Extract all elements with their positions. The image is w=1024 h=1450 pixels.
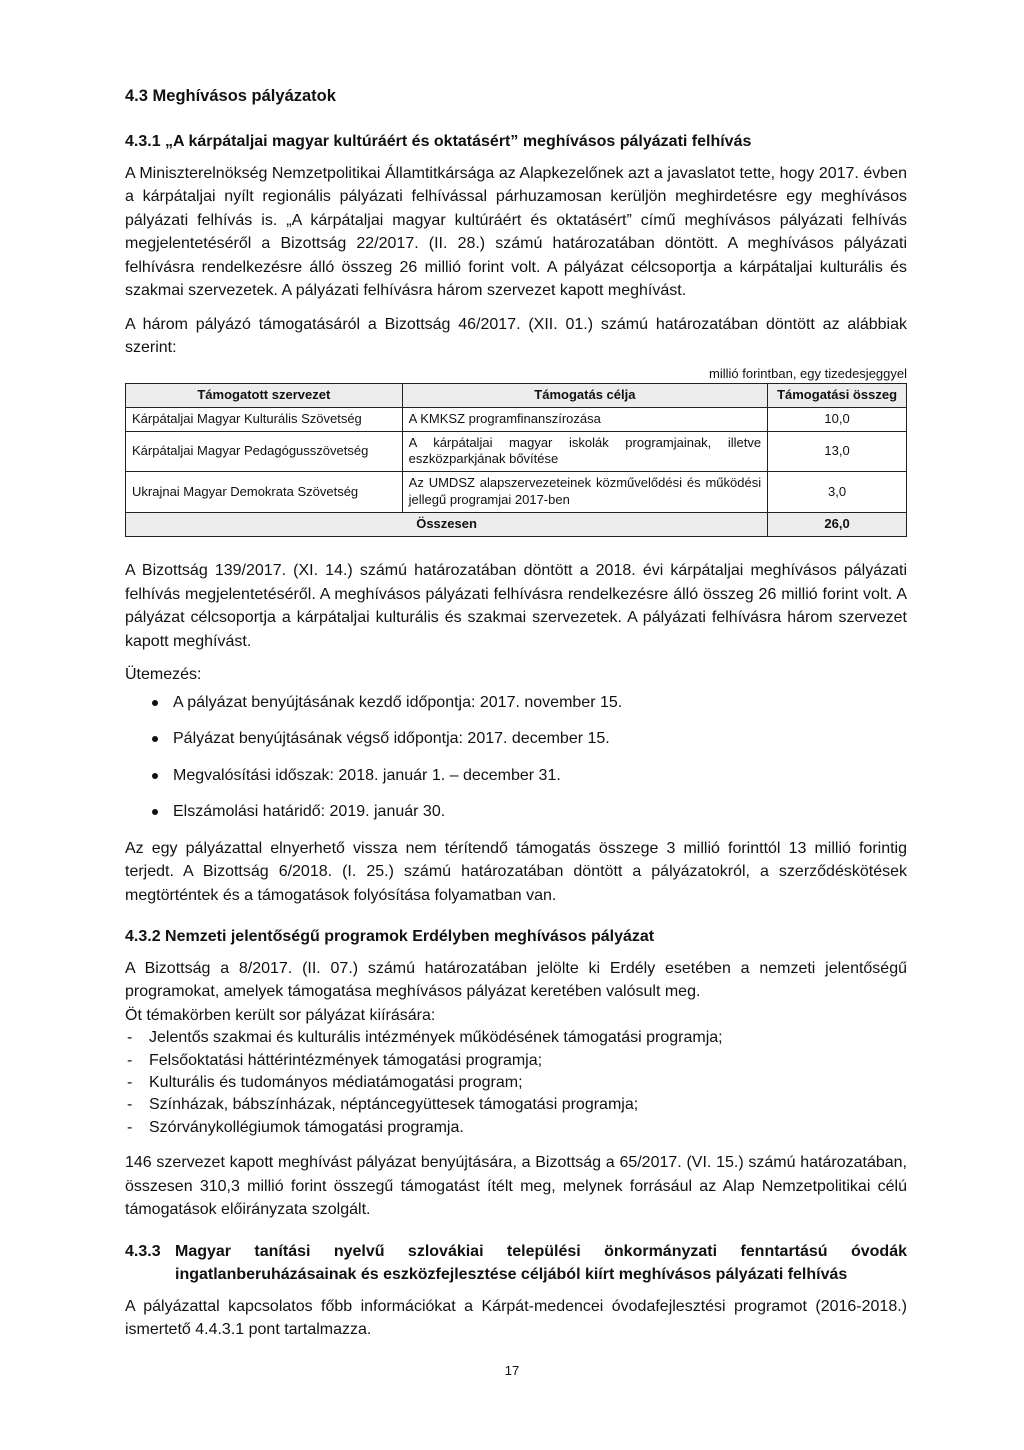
table-row — [126, 431, 907, 472]
support-table — [125, 383, 907, 537]
list-item: - Jelentős szakmai és kulturális intézmények működésének támogatási programja; — [125, 1027, 907, 1049]
topic-list — [125, 1027, 907, 1139]
table-row — [126, 407, 907, 431]
table-header-row — [126, 383, 907, 407]
goal-cell: Az UMDSZ alapszervezeteinek közművelődési és működési jellegű programjai 2017-ben — [402, 472, 767, 513]
list-item: Pályázat benyújtásának végső időpontja: 2017. december 15. — [125, 727, 907, 751]
org-cell: Kárpátaljai Magyar Kulturális Szövetség — [126, 407, 403, 431]
paragraph: Öt témakörben került sor pályázat kiírására: — [125, 1006, 436, 1024]
subsection-4-3-2 — [125, 925, 907, 1222]
subsection-4-3-2-heading — [125, 925, 907, 949]
list-item: Megvalósítási időszak: 2018. január 1. – december 31. — [125, 764, 907, 788]
subsection-title: Magyar tanítási nyelvű szlovákiai települési önkormányzati fenntartású óvodák ingatlanberuházásainak és eszközfejlesztése céljából kiírt meghívásos pályázati felhívás — [175, 1242, 907, 1284]
subsection-title: Nemzeti jelentőségű programok Erdélyben meghívásos pályázat — [165, 928, 655, 946]
schedule-title: Ütemezés: — [125, 666, 202, 684]
paragraph: A három pályázó támogatásáról a Bizottság 46/2017. (XII. 01.) számú határozatában döntött az alábbiak szerint: — [125, 315, 907, 357]
table-row — [126, 472, 907, 513]
subsection-number: 4.3.1 — [125, 133, 161, 151]
list-item: - Szórványkollégiumok támogatási programja. — [125, 1117, 907, 1139]
paragraph: A Miniszterelnökség Nemzetpolitikai Államtitkársága az Alapkezelőnek azt a javaslatot tette, hogy 2017. évben a kárpátaljai nyílt regionális pályázati felhívással párhuzamosan kerüljön meghirdetésre egy meghívásos pályázati felhívás is. „A kárpátaljai magyar kultúráért és oktatásért” című meghívásos pályázati felhívás megjelentetéséről a Bizottság 22/2017. (II. 28.) számú határozatában döntött. A meghívásos pályázati felhívásra rendelkezésre álló összeg 26 millió forint volt. A pályázat célcsoportja a kárpátaljai kulturális és szakmai szervezetek. A pályázati felhívásra három szervezet kapott meghívást. — [125, 164, 907, 300]
total-amount: 26,0 — [768, 513, 907, 537]
subsection-number: 4.3.2 — [125, 928, 161, 946]
document-page — [125, 84, 907, 1352]
paragraph: Az egy pályázattal elnyerhető vissza nem térítendő támogatás összege 3 millió forinttól 13 millió forintig terjedt. A Bizottság 6/2018. (I. 25.) számú határozatában döntött a pályázatokról, a szerződéskötések megtörténtek és a támogatások folyósítása folyamatban van. — [125, 839, 907, 904]
table-total-row — [126, 513, 907, 537]
subsection-4-3-3 — [125, 1240, 907, 1342]
page-number: 17 — [504, 1363, 520, 1378]
amount-cell: 3,0 — [768, 472, 907, 513]
table-unit-note: millió forintban, egy tizedesjeggyel — [709, 365, 907, 381]
total-label: Összesen — [126, 513, 768, 537]
column-header: Támogatott szervezet — [126, 383, 403, 407]
column-header: Támogatási összeg — [768, 383, 907, 407]
amount-cell: 10,0 — [768, 407, 907, 431]
org-cell: Ukrajnai Magyar Demokrata Szövetség — [126, 472, 403, 513]
paragraph: A Bizottság a 8/2017. (II. 07.) számú határozatában jelölte ki Erdély esetében a nemzeti jelentőségű programokat, amelyek támogatása meghívásos pályázat keretében valósult meg. — [125, 959, 907, 1001]
subsection-4-3-3-heading — [125, 1240, 907, 1287]
subsection-4-3-1-heading — [125, 130, 907, 154]
list-item: A pályázat benyújtásának kezdő időpontja: 2017. november 15. — [125, 691, 907, 715]
section-title: 4.3 Meghívásos pályázatok — [125, 87, 336, 105]
schedule-list — [125, 691, 907, 824]
goal-cell: A KMKSZ programfinanszírozása — [402, 407, 767, 431]
subsection-number: 4.3.3 — [125, 1242, 161, 1260]
goal-cell: A kárpátaljai magyar iskolák programjainak, illetve eszközparkjának bővítése — [402, 431, 767, 472]
list-item: - Felsőoktatási háttérintézmények támogatási programja; — [125, 1050, 907, 1072]
list-item: Elszámolási határidő: 2019. január 30. — [125, 800, 907, 824]
paragraph: A Bizottság 139/2017. (XI. 14.) számú határozatában döntött a 2018. évi kárpátaljai meghívásos pályázati felhívás megjelentetéséről. A meghívásos pályázati felhívásra rendelkezésre álló összeg 26 millió forint volt. A pályázat célcsoportja a kárpátaljai kulturális és szakmai szervezetek. A pályázati felhívásra három szervezet kapott meghívást. — [125, 562, 907, 650]
column-header: Támogatás célja — [402, 383, 767, 407]
list-item: - Kulturális és tudományos médiatámogatási program; — [125, 1072, 907, 1094]
org-cell: Kárpátaljai Magyar Pedagógusszövetség — [126, 431, 403, 472]
amount-cell: 13,0 — [768, 431, 907, 472]
paragraph: A pályázattal kapcsolatos főbb információkat a Kárpát-medencei óvodafejlesztési programot (2016-2018.) ismertető 4.4.3.1 pont tartalmazza. — [125, 1297, 907, 1339]
paragraph: 146 szervezet kapott meghívást pályázat benyújtására, a Bizottság a 65/2017. (VI. 15.) számú határozatában, összesen 310,3 millió forint összegű támogatást ítélt meg, melynek forrásául az Alap Nemzetpolitikai célú támogatások előirányzata szolgált. — [125, 1154, 907, 1219]
list-item: - Színházak, bábszínházak, néptáncegyüttesek támogatási programja; — [125, 1094, 907, 1116]
subsection-title: „A kárpátaljai magyar kultúráért és oktatásért” meghívásos pályázati felhívás — [165, 133, 752, 151]
